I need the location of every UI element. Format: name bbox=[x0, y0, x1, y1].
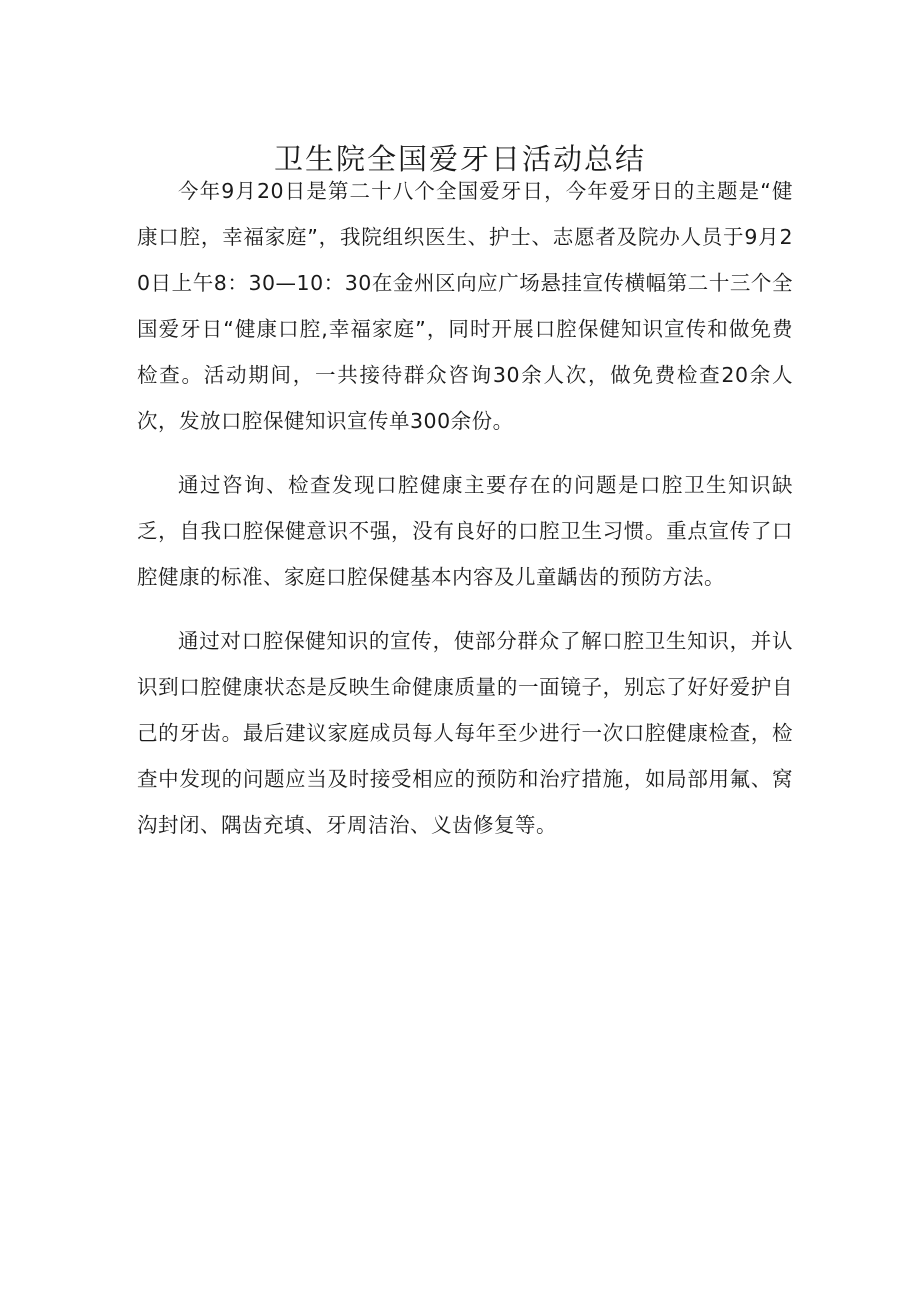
paragraph-activity-overview: 今年9月20日是第二十八个全国爱牙日，今年爱牙日的主题是“健康口腔，幸福家庭”，我院组织医生、护士、志愿者及院办人员于9月20日上午8：30—10：30在金州区向应广场悬挂宣传横幅第二十三个全国爱牙日“健康口腔,幸福家庭”，同时开展口腔保健知识宣传和做免费检查。活动期间，一共接待群众咨询30余人次，做免费检查20余人次，发放口腔保健知识宣传单300余份。 bbox=[137, 179, 793, 433]
page-title: 卫生院全国爱牙日活动总结 bbox=[273, 142, 646, 177]
paragraph-problems-found: 通过咨询、检查发现口腔健康主要存在的问题是口腔卫生知识缺乏，自我口腔保健意识不强，没有良好的口腔卫生习惯。重点宣传了口腔健康的标准、家庭口腔保健基本内容及儿童龋齿的预防方法。 bbox=[137, 473, 793, 589]
document-body bbox=[137, 168, 793, 866]
paragraph-recommendations: 通过对口腔保健知识的宣传，使部分群众了解口腔卫生知识，并认识到口腔健康状态是反映生命健康质量的一面镜子，别忘了好好爱护自己的牙齿。最后建议家庭成员每人每年至少进行一次口腔健康检查，检查中发现的问题应当及时接受相应的预防和治疗措施，如局部用氟、窝沟封闭、隅齿充填、牙周洁治、义齿修复等。 bbox=[137, 629, 793, 837]
